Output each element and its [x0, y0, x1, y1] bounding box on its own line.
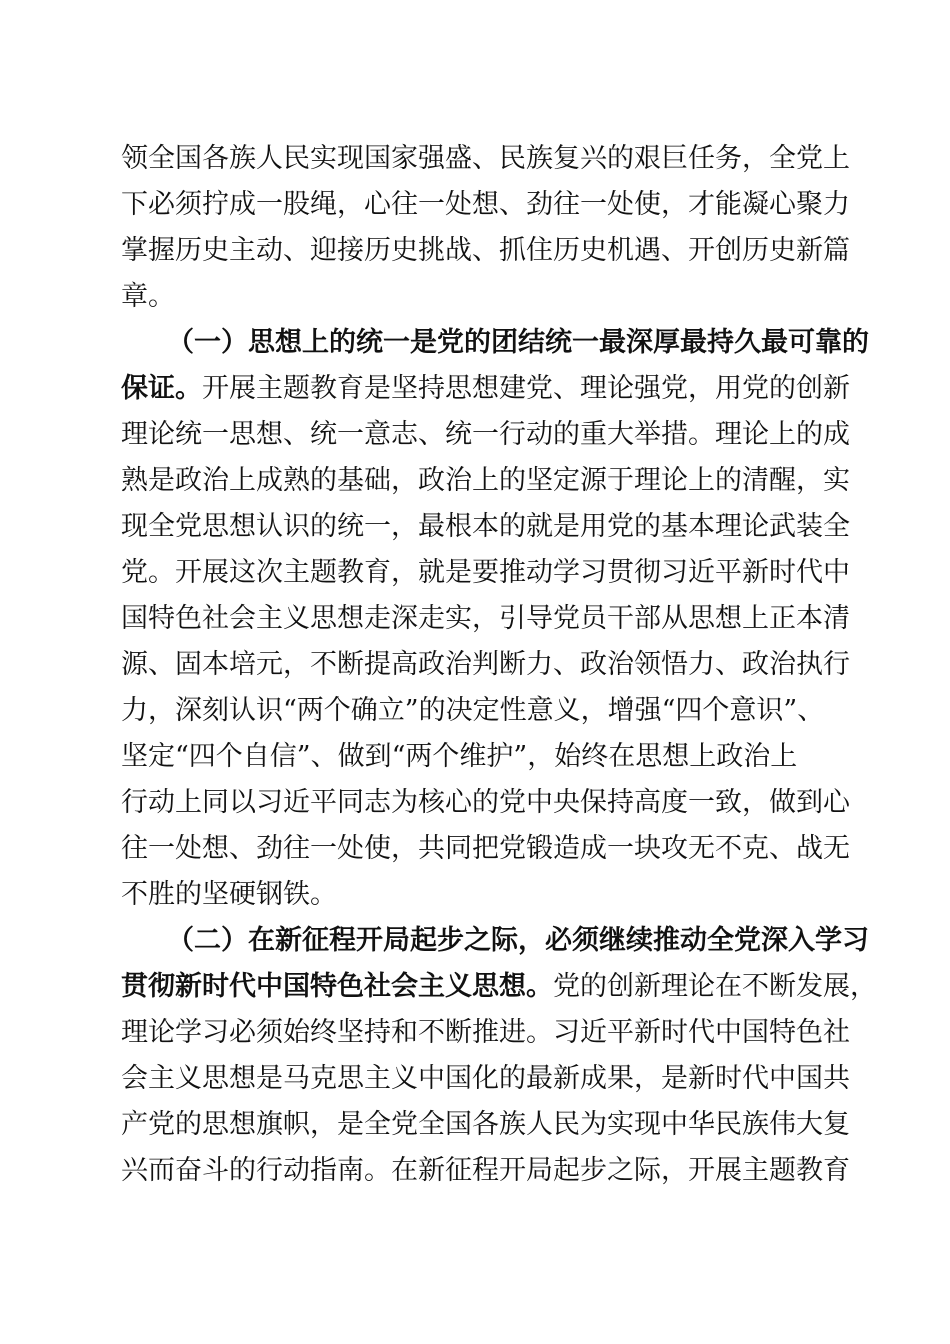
body-line	[121, 505, 850, 549]
section-heading-1-end: 保证。	[121, 373, 202, 404]
body-line	[121, 367, 850, 411]
body-line	[121, 275, 175, 319]
body-line	[121, 459, 850, 503]
line-text: 力，深刻认识“两个确立”的决定性意义，增强“四个意识”、	[121, 695, 825, 726]
body-line	[121, 413, 850, 457]
body-line	[121, 229, 850, 273]
line-text: 不胜的坚硬钢铁。	[121, 879, 337, 910]
body-line	[121, 183, 850, 227]
line-text: 兴而奋斗的行动指南。在新征程开局起步之际，开展主题教育	[121, 1155, 850, 1186]
line-text: 领全国各族人民实现国家强盛、民族复兴的艰巨任务，全党上	[121, 143, 850, 174]
line-text: 坚定“四个自信”、做到“两个维护”，始终在思想上政治上	[121, 741, 798, 772]
line-text: 往一处想、劲往一处使，共同把党锻造成一块攻无不克、战无	[121, 833, 850, 864]
body-line	[121, 1011, 850, 1055]
body-line	[121, 735, 797, 779]
section-heading-line	[167, 919, 869, 963]
line-text: 源、固本培元，不断提高政治判断力、政治领悟力、政治执行	[121, 649, 850, 680]
line-text: 理论统一思想、统一意志、统一行动的重大举措。理论上的成	[121, 419, 850, 450]
line-text: 产党的思想旗帜，是全党全国各族人民为实现中华民族伟大复	[121, 1109, 850, 1140]
body-line	[121, 137, 850, 181]
line-text: 熟是政治上成熟的基础，政治上的坚定源于理论上的清醒，实	[121, 465, 850, 496]
line-text: 理论学习必须始终坚持和不断推进。习近平新时代中国特色社	[121, 1017, 850, 1048]
line-text: 党的创新理论在不断发展，	[553, 971, 877, 1002]
line-text: 下必须拧成一股绳，心往一处想、劲往一处使，才能凝心聚力	[121, 189, 850, 220]
section-heading-2-end: 贯彻新时代中国特色社会主义思想。	[121, 971, 553, 1002]
line-text: 会主义思想是马克思主义中国化的最新成果，是新时代中国共	[121, 1063, 850, 1094]
body-line	[121, 827, 850, 871]
body-line	[121, 643, 850, 687]
section-heading-2: （二）在新征程开局起步之际，必须继续推动全党深入学习	[167, 925, 869, 956]
line-text: 党。开展这次主题教育，就是要推动学习贯彻习近平新时代中	[121, 557, 850, 588]
body-line	[121, 781, 850, 825]
line-text: 行动上同以习近平同志为核心的党中央保持高度一致，做到心	[121, 787, 850, 818]
line-text: 现全党思想认识的统一，最根本的就是用党的基本理论武装全	[121, 511, 850, 542]
body-line	[121, 965, 877, 1009]
body-line	[121, 1149, 850, 1193]
body-line	[121, 551, 850, 595]
body-line	[121, 1103, 850, 1147]
body-line	[121, 873, 337, 917]
line-text: 掌握历史主动、迎接历史挑战、抓住历史机遇、开创历史新篇	[121, 235, 850, 266]
body-line	[121, 689, 824, 733]
body-line	[121, 1057, 850, 1101]
body-line	[121, 597, 850, 641]
section-heading-1: （一）思想上的统一是党的团结统一最深厚最持久最可靠的	[167, 327, 869, 358]
line-text: 章。	[121, 281, 175, 312]
line-text: 开展主题教育是坚持思想建党、理论强党，用党的创新	[202, 373, 850, 404]
line-text: 国特色社会主义思想走深走实，引导党员干部从思想上正本清	[121, 603, 850, 634]
section-heading-line	[167, 321, 869, 365]
